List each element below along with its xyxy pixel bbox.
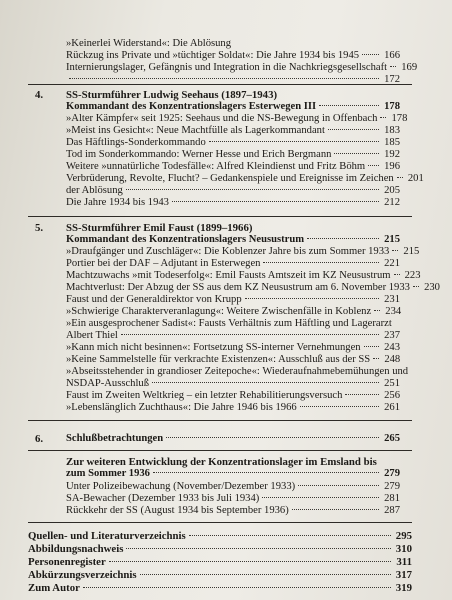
toc-entry (66, 366, 409, 378)
section-heading: zum Sommer 1936 (66, 468, 150, 479)
toc-entry-title: Abkürzungsverzeichnis (28, 569, 137, 581)
toc-entry (66, 137, 400, 149)
toc-entry-title: Machtverlust: Der Abzug der SS aus dem KZ Neusustrum am 6. November 1933 (66, 282, 410, 293)
dot-leader (390, 66, 396, 67)
dot-leader (292, 509, 379, 510)
toc-entry (66, 246, 420, 258)
toc-entry-title: »Ein ausgesprochener Sadist«: Fausts Verhältnis zum Häftling und Lagerarzt (66, 318, 392, 329)
page-number: 265 (384, 433, 400, 444)
toc-entry-title: Weitere »unnatürliche Todesfälle«: Alfred Kleindienst und Fritz Böhm (66, 161, 366, 172)
dot-leader (392, 250, 398, 251)
dot-leader (166, 437, 379, 438)
toc-entry (66, 258, 400, 270)
dot-leader (413, 286, 419, 287)
page-number: 256 (384, 390, 400, 401)
toc-entry (66, 306, 400, 318)
dot-leader (362, 54, 379, 55)
page-number: 205 (384, 185, 400, 196)
dot-leader (69, 78, 379, 79)
dot-leader (245, 298, 379, 299)
dot-leader (83, 587, 391, 588)
dot-leader (300, 406, 379, 407)
section-divider (28, 522, 412, 523)
chapter-title: Schlußbetrachtungen (66, 433, 164, 444)
toc-entry-title: »Lebenslänglich Zuchthaus«: Die Jahre 1946 bis 1966 (66, 402, 297, 413)
dot-leader (319, 105, 379, 106)
page-number: 201 (407, 173, 424, 184)
toc-entry-title: Kommandant des Konzentrationslagers Neusustrum (66, 234, 305, 245)
dot-leader (380, 117, 386, 118)
toc-entry (66, 318, 400, 330)
page-number: 279 (384, 481, 400, 492)
toc-entry (66, 38, 400, 50)
toc-entry-title: Personenregister (28, 556, 106, 568)
page-number: 223 (404, 270, 421, 281)
page-number: 311 (396, 556, 412, 568)
toc-entry-title: Kommandant des Konzentrationslagers Esterwegen III (66, 101, 317, 112)
page-number: 178 (391, 113, 408, 124)
page-number: 251 (384, 378, 400, 389)
back-matter-entry (28, 569, 412, 581)
page-number: 185 (384, 137, 400, 148)
toc-entry-title: Verbrüderung, Revolte, Flucht? – Gedankenspiele und Ereignisse im Zeichen (66, 173, 394, 184)
page-number: 317 (395, 569, 412, 581)
dot-leader (298, 485, 379, 486)
dot-leader (373, 358, 379, 359)
toc-entry-title: Unter Polizeibewachung (November/Dezember 1933) (66, 481, 296, 492)
toc-entry (66, 390, 400, 402)
dot-leader (374, 310, 380, 311)
dot-leader (209, 141, 379, 142)
toc-entry (66, 342, 400, 354)
back-matter-entry (28, 556, 412, 568)
toc-entry-title: Rückkehr der SS (August 1934 bis September 1936) (66, 505, 289, 516)
back-matter-entry (28, 582, 412, 594)
toc-entry-title: »Abseitsstehender in grandioser Zeitepoche«: Wiederaufnahmebemühungen und (66, 366, 409, 377)
toc-entry-title: »Schwierige Charakterveranlagung«: Weitere Zwischenfälle in Koblenz (66, 306, 372, 317)
toc-entry-title: Das Häftlings-Sonderkommando (66, 137, 206, 148)
page-number: 231 (384, 294, 400, 305)
toc-entry-title: Quellen- und Literaturverzeichnis (28, 530, 186, 542)
page-number: 169 (401, 62, 418, 73)
toc-entry (66, 50, 400, 62)
toc-entry (66, 62, 418, 74)
page-number: 248 (384, 354, 401, 365)
page-number: 234 (385, 306, 402, 317)
toc-entry (66, 493, 400, 505)
dot-leader (345, 394, 379, 395)
dot-leader (262, 497, 379, 498)
page-number: 310 (395, 543, 412, 555)
toc-entry (66, 197, 400, 209)
toc-entry (66, 294, 400, 306)
dot-leader (126, 189, 379, 190)
toc-entry-title: Machtzuwachs »mit Todeserfolg«: Emil Fausts Amtszeit im KZ Neusustrum (66, 270, 391, 281)
dot-leader (172, 201, 379, 202)
toc-entry-title: Faust und der Generaldirektor von Krupp (66, 294, 242, 305)
page-number: 281 (384, 493, 400, 504)
back-matter-entry (28, 530, 412, 542)
dot-leader (263, 262, 379, 263)
toc-entry-title: Abbildungsnachweis (28, 543, 124, 555)
section-divider (28, 420, 412, 421)
toc-entry-title: der Ablösung (66, 185, 123, 196)
chapter-number: 4. (35, 89, 44, 101)
toc-entry (66, 161, 400, 173)
dot-leader (126, 548, 391, 549)
page-number: 287 (384, 505, 400, 516)
toc-entry-title: SA-Bewacher (Dezember 1933 bis Juli 1934) (66, 493, 260, 504)
page-number: 183 (384, 125, 400, 136)
page-number: 243 (384, 342, 400, 353)
dot-leader (109, 561, 391, 562)
toc-entry (66, 468, 400, 480)
section-divider (28, 216, 412, 217)
page-number: 237 (384, 330, 400, 341)
toc-entry (66, 270, 421, 282)
dot-leader (153, 472, 379, 473)
page-number: 279 (384, 468, 400, 479)
page-number: 230 (424, 282, 440, 293)
toc-entry-title: Die Jahre 1934 bis 1943 (66, 197, 169, 208)
back-matter-entry (28, 543, 412, 555)
toc-entry-title: Rückzug ins Private und »tüchtiger Soldat«: Die Jahre 1934 bis 1945 (66, 50, 360, 61)
dot-leader (364, 346, 379, 347)
toc-entry (66, 149, 400, 161)
page-number: 192 (384, 149, 400, 160)
toc-entry-title: Faust im Zweiten Weltkrieg – ein letzter Rehabilitierungsversuch (66, 390, 343, 401)
page-number: 261 (384, 402, 400, 413)
toc-entry (66, 378, 400, 390)
toc-entry-title: »Keine Sammelstelle für verkrachte Existenzen«: Ausschluß aus der SS (66, 354, 371, 365)
section-heading: Zur weiteren Entwicklung der Konzentrationslager im Emsland bis (66, 456, 377, 468)
page-number: 166 (384, 50, 400, 61)
chapter-number: 5. (35, 222, 44, 234)
toc-entry-title: »Meist ins Gesicht«: Neue Machtfülle als Lagerkommandant (66, 125, 325, 136)
dot-leader (394, 274, 400, 275)
toc-entry (66, 354, 400, 366)
page-number: 196 (384, 161, 400, 172)
dot-leader (307, 238, 379, 239)
toc-entry-title: »Kann mich nicht besinnen«: Fortsetzung SS-interner Vernehmungen (66, 342, 361, 353)
toc-entry (66, 173, 424, 185)
toc-entry (66, 185, 400, 197)
toc-entry-title: Albert Thiel (66, 330, 118, 341)
dot-leader (152, 382, 379, 383)
toc-entry-title: »Keinerlei Widerstand«: Die Ablösung (66, 38, 232, 49)
page-number: 215 (384, 234, 400, 245)
toc-entry-title: Zum Autor (28, 582, 80, 594)
page-number: 295 (395, 530, 412, 542)
toc-entry-title: Internierungslager, Gefängnis und Integration in die Nachkriegsgesellschaft (66, 62, 388, 73)
toc-entry (66, 433, 400, 445)
chapter-title: SS-Sturmführer Ludwig Seehaus (1897–1943) (66, 89, 278, 101)
toc-entry-title: »Draufgänger und Zuschläger«: Die Koblenzer Jahre bis zum Sommer 1933 (66, 246, 390, 257)
page-number: 172 (384, 74, 400, 85)
toc-entry-title: »Alter Kämpfer« seit 1925: Seehaus und die NS-Bewegung in Offenbach (66, 113, 378, 124)
toc-entry (66, 505, 400, 517)
toc-entry-title: Portier bei der DAF – Adjutant in Esterwegen (66, 258, 261, 269)
toc-entry (66, 125, 400, 137)
toc-entry-title: NSDAP-Ausschluß (66, 378, 149, 389)
toc-entry (66, 330, 400, 342)
dot-leader (140, 574, 391, 575)
toc-entry (66, 234, 400, 246)
toc-entry-title: Tod im Sonderkommando: Werner Hesse und Erich Bergmann (66, 149, 332, 160)
dot-leader (121, 334, 379, 335)
chapter-number: 6. (35, 433, 44, 445)
toc-entry (66, 481, 400, 493)
page-number: 212 (384, 197, 400, 208)
page-number: 215 (403, 246, 420, 257)
toc-entry (66, 402, 400, 414)
page-number: 221 (384, 258, 400, 269)
page-number: 178 (384, 101, 400, 112)
section-divider (28, 450, 412, 451)
dot-leader (397, 177, 403, 178)
toc-entry (66, 282, 440, 294)
dot-leader (189, 535, 391, 536)
page-number: 319 (395, 582, 412, 594)
section-divider (28, 84, 412, 85)
chapter-title: SS-Sturmführer Emil Faust (1899–1966) (66, 222, 253, 234)
dot-leader (368, 165, 379, 166)
toc-entry (66, 101, 400, 113)
toc-entry (66, 113, 408, 125)
dot-leader (334, 153, 379, 154)
dot-leader (328, 129, 379, 130)
